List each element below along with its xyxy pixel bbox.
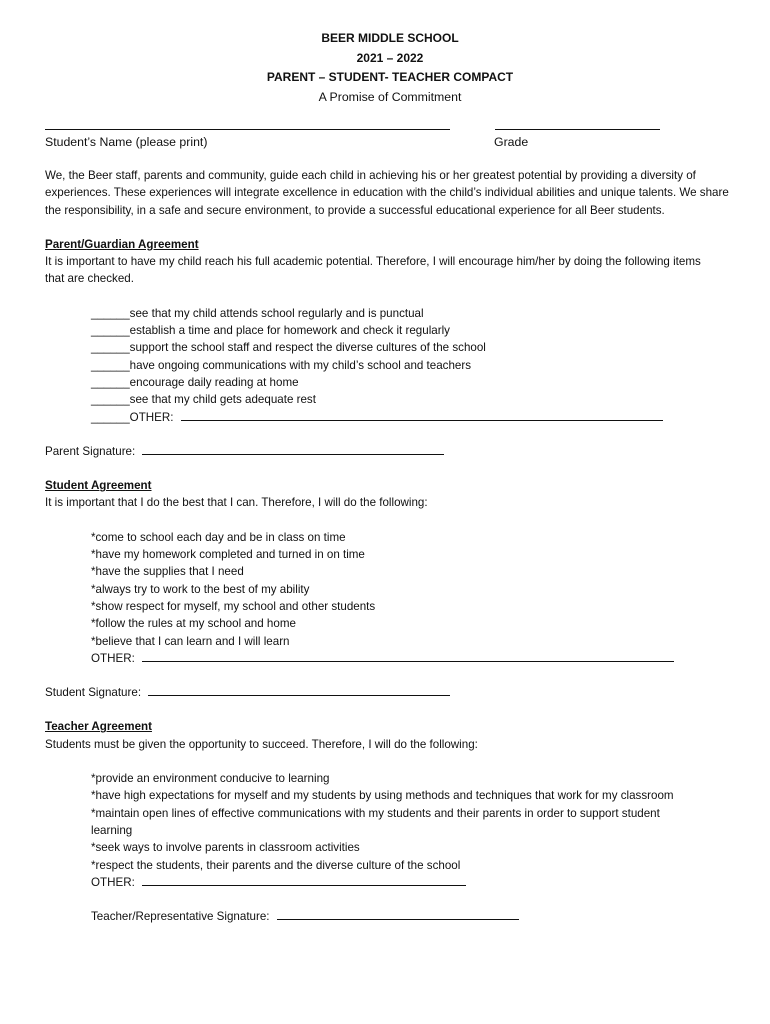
student-intro: It is important that I do the best that I can. Therefore, I will do the following: xyxy=(45,496,428,510)
parent-section xyxy=(45,236,735,460)
student-other-item xyxy=(91,650,735,667)
document-subtitle: A Promise of Commitment xyxy=(318,89,462,104)
compact-title: PARENT – STUDENT- TEACHER COMPACT xyxy=(266,70,514,84)
grade-label: Grade xyxy=(494,135,529,149)
compact-document xyxy=(45,29,735,925)
student-heading: Student Agreement xyxy=(45,479,152,493)
school-name: BEER MIDDLE SCHOOL xyxy=(321,31,459,45)
list-item: *seek ways to involve parents in classroom activities xyxy=(91,841,360,855)
parent-items xyxy=(45,305,735,426)
list-item: *believe that I can learn and I will learn xyxy=(91,634,290,648)
intro-paragraph: We, the Beer staff, parents and community, guide each child in achieving his or her greatest potential by providing a diversity of experiences. These experiences will integrate excellence in education with the child’s individual abilities and unique talents. We share the responsibility, in a safe and secure environment, to provide a successful educational experience for all Beer students. xyxy=(45,169,729,217)
parent-intro: It is important to have my child reach his full academic potential. Therefore, I will encourage him/her by doing the following items that are checked. xyxy=(45,255,701,286)
teacher-heading: Teacher Agreement xyxy=(45,720,152,734)
list-item: *maintain open lines of effective communications with my students and their parents in order to support student learning xyxy=(91,806,660,837)
parent-other-item xyxy=(91,409,735,426)
teacher-signature-row xyxy=(45,908,735,925)
list-item: ______see that my child gets adequate rest xyxy=(91,393,316,407)
teacher-items xyxy=(45,770,691,891)
list-item: ______establish a time and place for homework and check it regularly xyxy=(91,324,450,338)
list-item: *provide an environment conducive to learning xyxy=(91,772,330,786)
parent-other-label: ______OTHER: xyxy=(91,410,174,424)
teacher-section xyxy=(45,718,735,925)
student-name-line[interactable] xyxy=(45,129,450,130)
list-item: ______have ongoing communications with my child’s school and teachers xyxy=(91,358,472,372)
teacher-other-line[interactable] xyxy=(142,874,466,886)
student-other-label: OTHER: xyxy=(91,651,135,665)
list-item: *come to school each day and be in class on time xyxy=(91,530,346,544)
parent-other-line[interactable] xyxy=(181,409,663,421)
student-items xyxy=(45,529,735,667)
teacher-signature-line[interactable] xyxy=(277,908,519,920)
list-item: *have high expectations for myself and my students by using methods and techniques that work for my classroom xyxy=(91,789,674,803)
student-info-fields xyxy=(45,117,735,157)
list-item: *have my homework completed and turned in on time xyxy=(91,548,365,562)
list-item: *show respect for myself, my school and other students xyxy=(91,599,376,613)
list-item: *always try to work to the best of my ability xyxy=(91,582,310,596)
parent-signature-row xyxy=(45,443,735,460)
list-item: ______support the school staff and respect the diverse cultures of the school xyxy=(91,341,486,355)
teacher-signature-label: Teacher/Representative Signature: xyxy=(91,910,270,924)
student-other-line[interactable] xyxy=(142,650,674,662)
list-item: *respect the students, their parents and the diverse culture of the school xyxy=(91,858,461,872)
list-item: ______encourage daily reading at home xyxy=(91,375,299,389)
student-section xyxy=(45,477,735,701)
parent-signature-line[interactable] xyxy=(142,443,444,455)
teacher-intro: Students must be given the opportunity to succeed. Therefore, I will do the following: xyxy=(45,737,478,751)
parent-heading: Parent/Guardian Agreement xyxy=(45,237,199,251)
student-name-label: Student’s Name (please print) xyxy=(45,135,208,149)
grade-line[interactable] xyxy=(495,129,660,130)
teacher-other-item xyxy=(91,874,691,891)
document-header xyxy=(45,29,735,107)
school-year: 2021 – 2022 xyxy=(356,50,424,65)
student-signature-label: Student Signature: xyxy=(45,686,142,700)
list-item: ______see that my child attends school regularly and is punctual xyxy=(91,306,424,320)
teacher-other-label: OTHER: xyxy=(91,875,135,889)
student-signature-row xyxy=(45,684,735,701)
list-item: *follow the rules at my school and home xyxy=(91,617,296,631)
student-signature-line[interactable] xyxy=(148,684,450,696)
list-item: *have the supplies that I need xyxy=(91,565,244,579)
parent-signature-label: Parent Signature: xyxy=(45,444,136,458)
